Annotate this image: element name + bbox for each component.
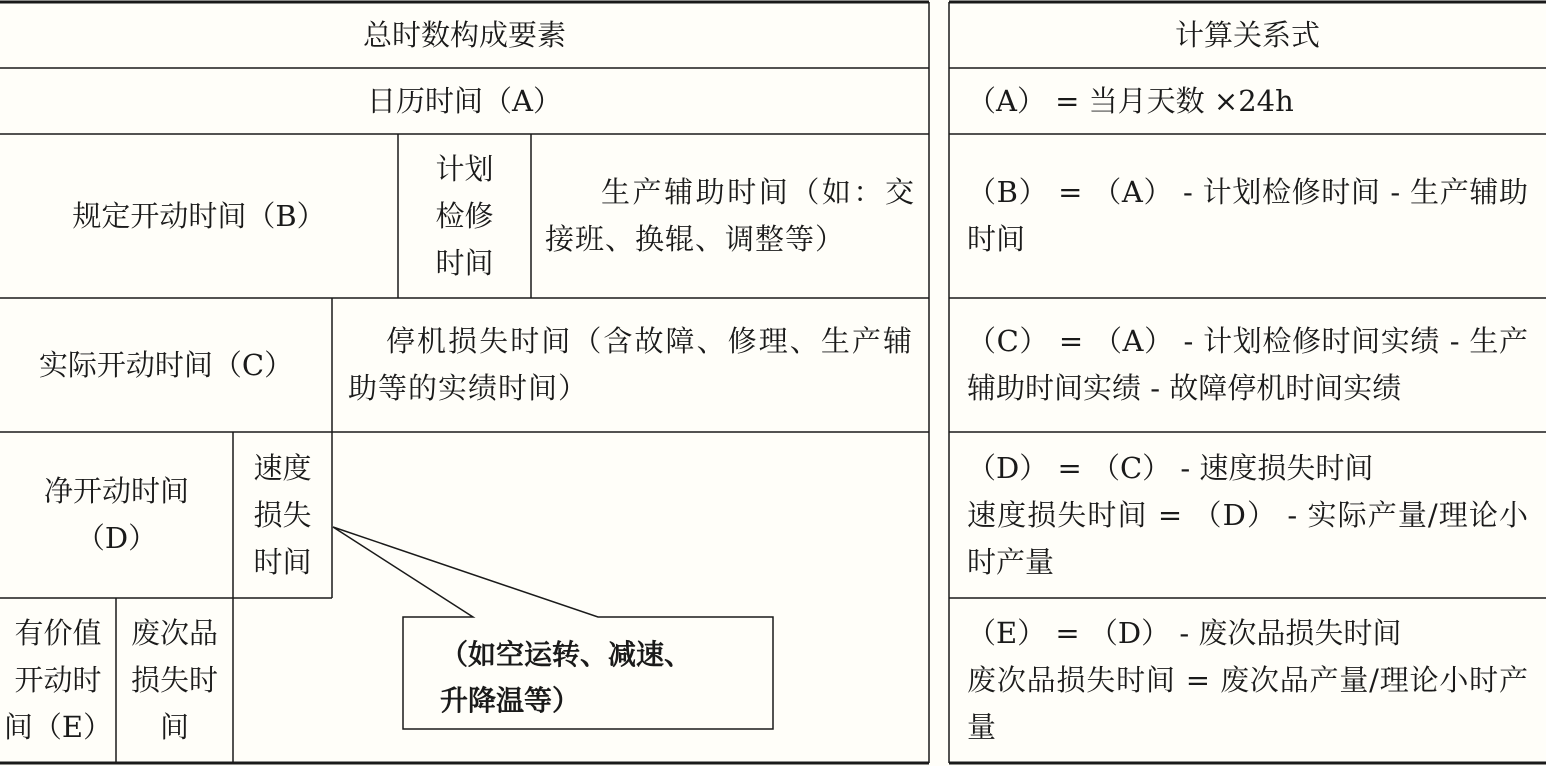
speed-loss-callout: （如空运转、减速、 升降温等） xyxy=(440,638,693,717)
planned-operating-time-cell: 规定开动时间（B） xyxy=(72,198,326,233)
actual-operating-time-cell: 实际开动时间（C） xyxy=(38,347,294,382)
defect-loss-time-cell: 废次品 损失时 间 xyxy=(130,616,218,744)
downtime-loss-time-cell: 停机损失时间（含故障、修理、生产辅助等的实绩时间） xyxy=(348,324,913,405)
production-auxiliary-time-cell: 生产辅助时间（如：交接班、换辊、调整等） xyxy=(545,175,915,256)
left-table-header: 总时数构成要素 xyxy=(362,17,566,52)
speed-loss-time-cell: 速度 损失 时间 xyxy=(253,450,312,579)
formula-d-cell: （D） = （C） - 速度损失时间 速度损失时间 = （D） - 实际产量/理论小时产量 xyxy=(967,450,1528,579)
valuable-operating-time-cell: 有价值 开动时 间（E） xyxy=(3,616,113,744)
formula-e-cell: （E） = （D） - 废次品损失时间 废次品损失时间 = 废次品产量/理论小时产量 xyxy=(967,616,1528,744)
right-table-header: 计算关系式 xyxy=(1174,17,1320,52)
calendar-time-cell: 日历时间（A） xyxy=(367,83,562,118)
formula-b-cell: （B） = （A） - 计划检修时间 - 生产辅助时间 xyxy=(967,175,1528,256)
net-operating-time-cell: 净开动时间 （D） xyxy=(43,474,189,555)
formula-c-cell: （C） = （A） - 计划检修时间实绩 - 生产辅助时间实绩 - 故障停机时间实绩 xyxy=(967,324,1528,405)
formula-a-cell: （A） = 当月天数 ×24h xyxy=(967,83,1294,118)
planned-maintenance-time-cell: 计划 检修 时间 xyxy=(435,151,494,280)
